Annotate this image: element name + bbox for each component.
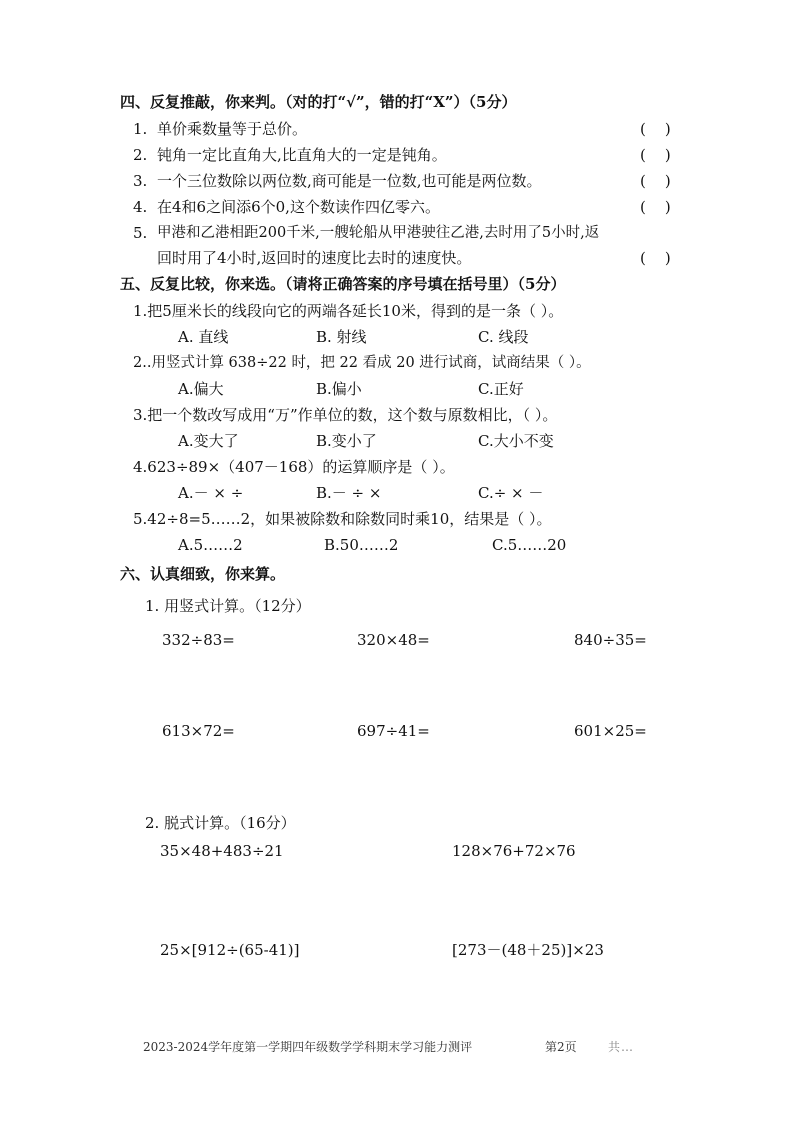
sec5-q4-text: 4.623÷89×（407－168）的运算顺序是（ ）。 <box>133 458 455 476</box>
sec4-item-3-number: 3. <box>133 172 148 190</box>
vertical-calc-problem-3: 840÷35= <box>574 631 647 649</box>
sec5-q2-option-c[interactable]: C.正好 <box>478 380 524 398</box>
vertical-calc-problem-1: 332÷83= <box>162 631 235 649</box>
sec4-item-5-text-line2: 回时用了4小时,返回时的速度比去时的速度快。 <box>157 249 472 267</box>
sec5-q5-option-a[interactable]: A.5……2 <box>178 536 243 554</box>
sec5-q5-option-b[interactable]: B.50……2 <box>324 536 399 554</box>
sec5-q1-option-a[interactable]: A. 直线 <box>178 328 229 346</box>
sec4-item-1-number: 1. <box>133 120 148 138</box>
sec4-item-4-answer-blank[interactable]: ( ) <box>640 198 671 216</box>
step-calc-problem-1: 35×48+483÷21 <box>160 842 284 860</box>
step-calc-problem-2: 128×76+72×76 <box>452 842 576 860</box>
sec4-item-4-text: 在4和6之间添6个0,这个数读作四亿零六。 <box>157 198 440 216</box>
vertical-calc-problem-2: 320×48= <box>357 631 430 649</box>
sec5-q3-text: 3.把一个数改写成用“万”作单位的数，这个数与原数相比，（ ）。 <box>133 406 558 424</box>
footer-smudged-text: 共… <box>608 1040 635 1054</box>
sec5-q3-option-b[interactable]: B.变小了 <box>316 432 377 450</box>
section-5-title: 五、反复比较，你来选。（请将正确答案的序号填在括号里）（5分） <box>120 275 566 293</box>
section-4-title: 四、反复推敲，你来判。（对的打“√”，错的打“X”）（5分） <box>120 93 517 111</box>
sec5-q4-option-b[interactable]: B.－ ÷ × <box>316 484 382 502</box>
sec4-item-5-answer-blank[interactable]: ( ) <box>640 249 671 267</box>
sec5-q1-option-c[interactable]: C. 线段 <box>478 328 529 346</box>
footer-page-number: 第2页 <box>545 1040 577 1054</box>
vertical-calc-problem-5: 697÷41= <box>357 722 430 740</box>
sec4-item-1-text: 单价乘数量等于总价。 <box>157 120 308 138</box>
sec4-item-2-number: 2. <box>133 146 148 164</box>
sec6-subsection-2-title: 2. 脱式计算。（16分） <box>145 814 296 832</box>
sec4-item-2-answer-blank[interactable]: ( ) <box>640 146 671 164</box>
sec5-q4-option-a[interactable]: A.－ × ÷ <box>178 484 244 502</box>
sec5-q2-option-a[interactable]: A.偏大 <box>178 380 224 398</box>
sec5-q5-text: 5.42÷8=5……2，如果被除数和除数同时乘10，结果是（ ）。 <box>133 510 552 528</box>
vertical-calc-problem-6: 601×25= <box>574 722 647 740</box>
sec4-item-3-answer-blank[interactable]: ( ) <box>640 172 671 190</box>
sec5-q5-option-c[interactable]: C.5……20 <box>492 536 567 554</box>
sec4-item-5-number: 5. <box>133 224 148 242</box>
step-calc-problem-3: 25×[912÷(65-41)] <box>160 941 300 959</box>
sec4-item-1-answer-blank[interactable]: ( ) <box>640 120 671 138</box>
sec5-q4-option-c[interactable]: C.÷ × － <box>478 484 544 502</box>
step-calc-problem-4: [273－(48＋25)]×23 <box>452 941 604 959</box>
sec5-q1-text: 1.把5厘米长的线段向它的两端各延长10米，得到的是一条（ ）。 <box>133 302 564 320</box>
sec6-subsection-1-title: 1. 用竖式计算。（12分） <box>145 597 311 615</box>
sec5-q2-option-b[interactable]: B.偏小 <box>316 380 362 398</box>
sec5-q2-text: 2..用竖式计算 638÷22 时，把 22 看成 20 进行试商，试商结果（ ）。 <box>133 355 591 371</box>
footer-exam-title: 2023-2024学年度第一学期四年级数学学科期末学习能力测评 <box>143 1040 473 1054</box>
sec4-item-4-number: 4. <box>133 198 148 216</box>
sec4-item-2-text: 钝角一定比直角大,比直角大的一定是钝角。 <box>157 146 447 164</box>
sec5-q3-option-c[interactable]: C.大小不变 <box>478 432 554 450</box>
sec5-q1-option-b[interactable]: B. 射线 <box>316 328 367 346</box>
vertical-calc-problem-4: 613×72= <box>162 722 235 740</box>
sec4-item-3-text: 一个三位数除以两位数,商可能是一位数,也可能是两位数。 <box>157 172 542 190</box>
sec4-item-5-text: 甲港和乙港相距200千米,一艘轮船从甲港驶往乙港,去时用了5小时,返 <box>157 225 600 241</box>
section-6-title: 六、认真细致，你来算。 <box>120 565 286 583</box>
sec5-q3-option-a[interactable]: A.变大了 <box>178 432 239 450</box>
